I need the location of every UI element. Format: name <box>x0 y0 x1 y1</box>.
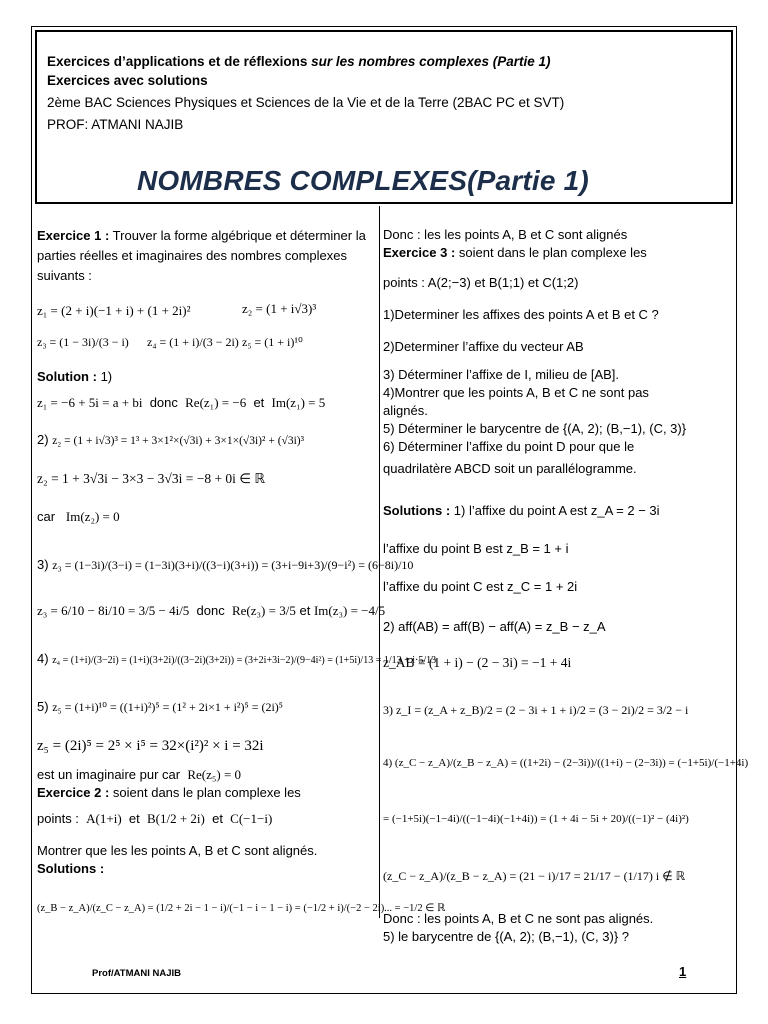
z4-solution <box>37 650 436 668</box>
point-c: C(−1−i) <box>230 811 273 826</box>
car-text: car <box>37 509 56 524</box>
exercise-3-statement <box>383 244 647 262</box>
solution-3-number: 3) <box>37 557 49 572</box>
z2-imag-part: Im(z₂) = 0 <box>65 509 120 524</box>
z2-expansion: z₂ = (1 + i√3)³ = 1³ + 3×1²×(√3i) + 3×1×(√3i)² + (√3i)³ <box>52 435 305 447</box>
solution-vector-ab-value: z_AB = (1 + i) − (2 − 3i) = −1 + 4i <box>383 655 572 670</box>
header-line-1-italic: sur les nombres complexes (Partie 1) <box>311 54 551 69</box>
header-line-1-bold: Exercices d’applications et de réflexions <box>47 54 308 69</box>
z5-calculation: z₅ = (1+i)¹⁰ = ((1+i)²)⁵ = (1² + 2i×1 + i²)⁵ = (2i)⁵ <box>52 700 283 714</box>
z3-solution-line-1 <box>37 556 413 574</box>
page-number: 1 <box>679 964 687 979</box>
z3-solution-line-2 <box>37 602 385 620</box>
z1-solution-value: z₁ = −6 + 5i = a + bi <box>37 395 143 410</box>
z4-calculation: z₄ = (1+i)/(3−2i) = (1+i)(3+2i)/((3−2i)(3+2i)) = (3+2i+3i−2)/(9−4i²) = (1+5i)/13 = 1/13 + i·5/13 <box>52 655 437 666</box>
et-2: et <box>212 811 223 826</box>
solution-5-number: 5) <box>37 699 49 714</box>
solution-4-number: 4) <box>37 651 49 666</box>
solution-affix-b: l’affixe du point B est z_B = 1 + i <box>383 541 569 556</box>
point-b: B(1/2 + 2i) <box>146 811 205 826</box>
solution-affix-c: l’affixe du point C est z_C = 1 + 2i <box>383 579 578 594</box>
z3-donc: donc <box>196 603 225 618</box>
solutions-header <box>383 502 660 520</box>
z1-donc: donc <box>149 395 178 410</box>
exercise-2-label: Exercice 2 : <box>37 785 110 800</box>
point-a: A(1+i) <box>86 811 122 826</box>
z3-real-part: Re(z₃) = 3/5 <box>231 603 296 618</box>
solution-vector-ab: 2) aff(AB) = aff(B) − aff(A) = z_B − z_A <box>383 619 606 634</box>
exercise-3-text: soient dans le plan complexe les <box>458 245 647 260</box>
z1-real-part: Re(z₁) = −6 <box>185 395 247 410</box>
z2-conclusion <box>37 508 120 526</box>
header-author: PROF: ATMANI NAJIB <box>47 117 184 132</box>
z5-conclusion <box>37 766 241 784</box>
exercise-2-statement <box>37 784 301 802</box>
z2-solution-line-1 <box>37 431 304 450</box>
question-6-line-1: 6) Déterminer l’affixe du point D pour que le <box>383 439 635 454</box>
header-line-2: Exercices avec solutions <box>47 73 208 88</box>
solution-alignment-3: (z_C − z_A)/(z_B − z_A) = (21 − i)/17 = 21/17 − (1/17) i ∉ ℝ <box>383 869 686 883</box>
exercise-1-text: Trouver la forme algébrique et déterminer la parties réelles et imaginaires des nombres complexes suivants : <box>37 228 366 284</box>
page-title: NOMBRES COMPLEXES(Partie 1) <box>137 165 589 196</box>
right-donc-not-aligned: Donc : les points A, B et C ne sont pas alignés. <box>383 911 654 926</box>
solution-1-number: 1) <box>100 369 113 384</box>
points-label: points : <box>37 811 79 826</box>
solution-midpoint: 3) z_I = (z_A + z_B)/2 = (2 − 3i + 1 + i)/2 = (3 − 2i)/2 = 3/2 − i <box>383 703 689 717</box>
solution-alignment-2: = (−1+5i)(−1−4i)/((−1−4i)(−1+4i)) = (1 + 4i − 5i + 20)/((−1)² − (4i)²) <box>383 813 689 825</box>
z3-et: et <box>299 603 311 618</box>
z5-solution-line-2: z₅ = (2i)⁵ = 2⁵ × i⁵ = 32×(i²)² × i = 32i <box>37 738 264 754</box>
exercise-2-solution: (z_B − z_A)/(z_C − z_A) = (1/2 + 2i − 1 − i)/(−1 − i − 1 − i) = (−1/2 + i)/(−2 − 2i)... = −1/2 ∈ ℝ <box>37 903 446 914</box>
exercise-3-label: Exercice 3 : <box>383 245 456 260</box>
document-header <box>35 30 733 204</box>
header-line-1 <box>47 54 725 69</box>
solution-label: Solution : <box>37 369 97 384</box>
z3-imag-part: Im(z₃) = −4/5 <box>313 603 386 618</box>
z1-solution <box>37 394 325 412</box>
header-line-3: 2ème BAC Sciences Physiques et Sciences de la Vie et de la Terre (2BAC PC et SVT) <box>47 95 565 110</box>
solution-affix-a: 1) l’affixe du point A est z_A = 2 − 3i <box>453 503 660 518</box>
exercise-3-points: points : A(2;−3) et B(1;1) et C(1;2) <box>383 275 579 290</box>
z4-definition: z₄ = (1 + i)/(3 − 2i) <box>147 335 239 349</box>
question-4-line-2: alignés. <box>383 403 428 418</box>
z1-imag-part: Im(z₁) = 5 <box>271 395 326 410</box>
exercise-1-label: Exercice 1 : <box>37 228 110 243</box>
z1-et: et <box>253 395 265 410</box>
z1-definition: z₁ = (2 + i)(−1 + i) + (1 + 2i)² <box>37 303 191 318</box>
et-1: et <box>128 811 140 826</box>
exercise-2-points <box>37 810 272 828</box>
question-4-line-1: 4)Montrer que les points A, B et C ne sont pas <box>383 385 649 400</box>
z5-note: est un imaginaire pur car <box>37 767 181 782</box>
question-2: 2)Determiner l’affixe du vecteur AB <box>383 339 584 354</box>
z3-result: z₃ = 6/10 − 8i/10 = 3/5 − 4i/5 <box>37 603 190 618</box>
z5-solution-line-1 <box>37 698 283 716</box>
exercise-1-statement <box>37 226 367 286</box>
z5-real-part: Re(z₅) = 0 <box>187 767 242 782</box>
right-donc-aligned: Donc : les les points A, B et C sont alignés <box>383 227 628 242</box>
solution-alignment-1: 4) (z_C − z_A)/(z_B − z_A) = ((1+2i) − (2−3i))/((1+i) − (2−3i)) = (−1+5i)/(−1+4i) <box>383 757 749 769</box>
z5-definition: z₅ = (1 + i)¹⁰ <box>242 335 303 349</box>
exercise-2-text: soient dans le plan complexe les <box>112 785 301 800</box>
solution-5-barycentre: 5) le barycentre de {(A, 2); (B,−1), (C, 3)} ? <box>383 929 630 944</box>
solution-2-number: 2) <box>37 432 49 447</box>
solutions-label: Solutions : <box>383 503 451 518</box>
z3-definition: z₃ = (1 − 3i)/(3 − i) <box>37 335 129 349</box>
question-1: 1)Determiner les affixes des points A et B et C ? <box>383 307 659 322</box>
question-3: 3) Déterminer l’affixe de I, milieu de [AB]. <box>383 367 620 382</box>
z2-definition: z₂ = (1 + i√3)³ <box>242 301 317 316</box>
exercise-2-task: Montrer que les les points A, B et C sont alignés. <box>37 843 318 858</box>
z3-calculation: z₃ = (1−3i)/(3−i) = (1−3i)(3+i)/((3−i)(3+i)) = (3+i−9i+3)/(9−i²) = (6−8i)/10 <box>52 558 414 572</box>
exercise-2-solution-label: Solutions : <box>37 861 105 876</box>
solution-header <box>37 368 112 386</box>
z2-solution-line-2: z₂ = 1 + 3√3i − 3×3 − 3√3i = −8 + 0i ∈ ℝ <box>37 471 266 486</box>
question-5: 5) Déterminer le barycentre de {(A, 2); (B,−1), (C, 3)} <box>383 421 687 436</box>
footer-author: Prof/ATMANI NAJIB <box>92 968 182 979</box>
question-6-line-2: quadrilatère ABCD soit un parallélogramme. <box>383 461 637 476</box>
